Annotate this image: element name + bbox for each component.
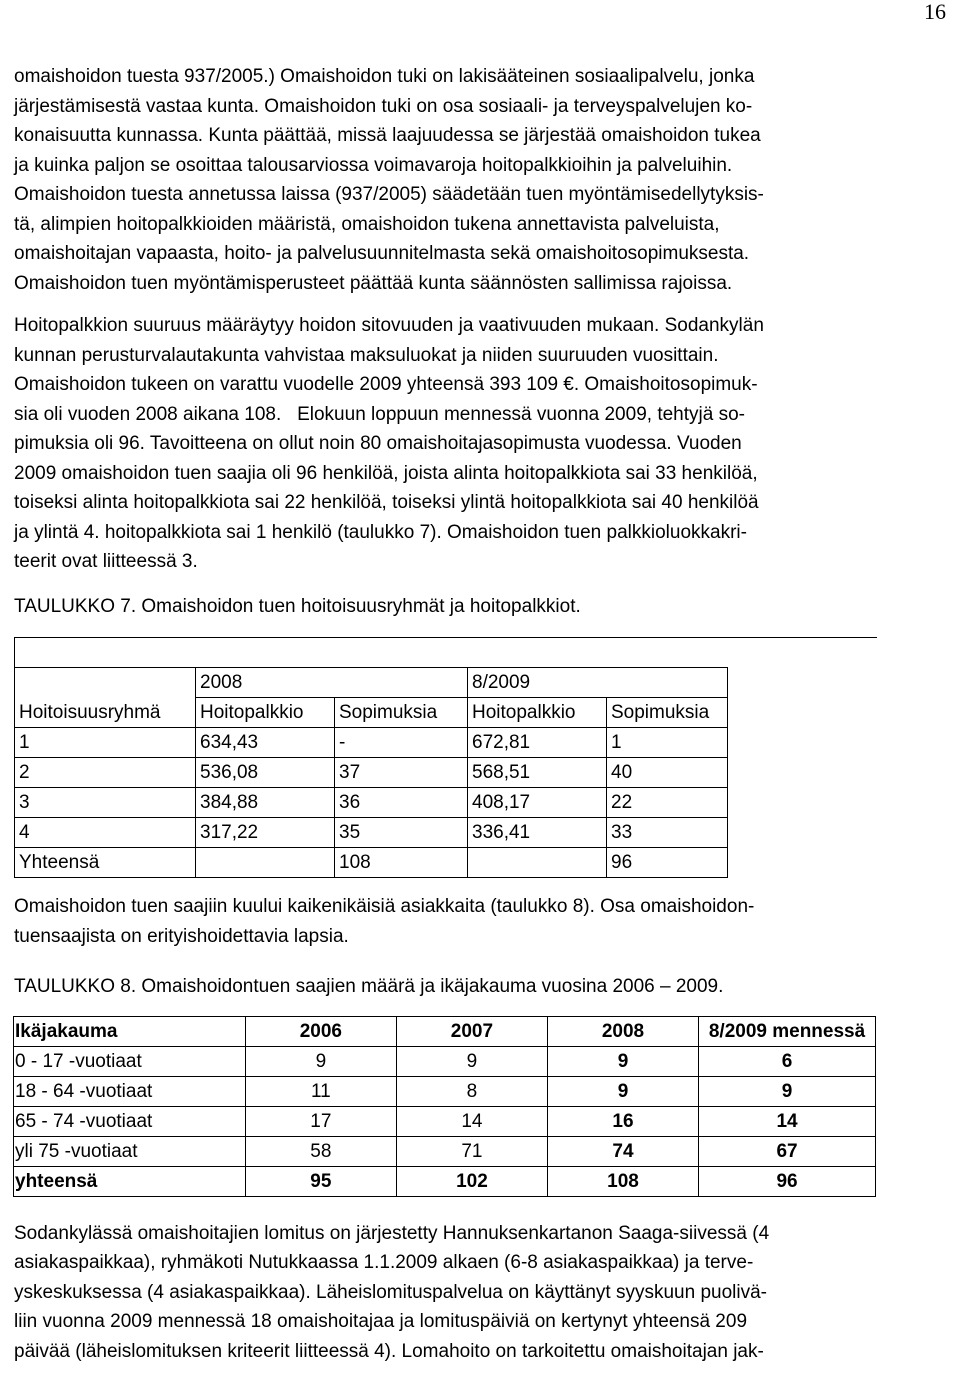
text-line: tuensaajista on erityishoidettavia lapsia. (14, 925, 349, 947)
table-cell: 4 (15, 818, 196, 848)
table-cell: 1 (607, 728, 728, 758)
table7-year-2008: 2008 (196, 668, 335, 698)
text-line: liin vuonna 2009 mennessä 18 omaishoitajaa ja lomituspäiviä on kertynyt yhteensä 209 (14, 1311, 748, 1332)
paragraph-lomitus (14, 1219, 876, 1367)
table-cell: 536,08 (196, 758, 335, 788)
table-header-cell: Ikäjakauma (14, 1016, 246, 1046)
table-header-cell: Hoitoisuusryhmä (15, 698, 196, 728)
table8-caption: TAULUKKO 8. Omaishoidontuen saajien määrä ja ikäjakauma vuosina 2006 – 2009. (14, 976, 724, 997)
table-cell: 11 (245, 1076, 396, 1106)
table-row (15, 728, 728, 758)
text-line: toiseksi alinta hoitopalkkiota sai 22 henkilöä, toiseksi ylintä hoitopalkkiota sai 40 henkilöä (14, 492, 759, 513)
table-row (14, 1136, 876, 1166)
text-line: järjestämisestä vastaa kunta. Omaishoidon tuki on osa sosiaali- ja terveyspalvelujen ko- (14, 95, 753, 117)
text-line: yskeskuksessa (4 asiakaspaikkaa). Läheislomituspalvelua on käyttänyt syyskuun puolivä- (14, 1281, 767, 1303)
table-cell: 317,22 (196, 818, 335, 848)
paragraph-omaishoidon-tuki (14, 62, 876, 298)
table-cell: 9 (547, 1046, 698, 1076)
table-cell: 2 (15, 758, 196, 788)
text-line: Omaishoidon tukeen on varattu vuodelle 2009 yhteensä 393 109 €. Omaishoitosopimuk- (14, 374, 758, 395)
table-header-cell: Hoitopalkkio (468, 698, 607, 728)
table-cell: 9 (396, 1046, 547, 1076)
table-cell: 65 - 74 -vuotiaat (14, 1106, 246, 1136)
table-header-cell: 8/2009 mennessä (699, 1016, 876, 1046)
table-cell: 67 (699, 1136, 876, 1166)
table-header-cell: Hoitopalkkio (196, 698, 335, 728)
table-cell: 336,41 (468, 818, 607, 848)
table-cell: 35 (335, 818, 468, 848)
table-cell: 95 (245, 1166, 396, 1196)
text-line: Sodankylässä omaishoitajien lomitus on järjestetty Hannuksenkartanon Saaga-siivessä (4 (14, 1222, 770, 1244)
text-line: Hoitopalkkion suuruus määräytyy hoidon sitovuuden ja vaativuuden mukaan. Sodankylän (14, 315, 764, 336)
text-line: teerit ovat liitteessä 3. (14, 551, 198, 572)
table-cell: 9 (245, 1046, 396, 1076)
text-line: Omaishoidon tuen saajiin kuului kaikenikäisiä asiakkaita (taulukko 8). Osa omaishoidon- (14, 896, 755, 917)
table-cell (468, 848, 607, 878)
table-cell: 568,51 (468, 758, 607, 788)
table-cell: 3 (15, 788, 196, 818)
table7-total-row (15, 848, 728, 878)
table-cell: yli 75 -vuotiaat (14, 1136, 246, 1166)
table-cell: 108 (335, 848, 468, 878)
table7-year-row (15, 668, 728, 698)
table-cell: 36 (335, 788, 468, 818)
table-cell: 58 (245, 1136, 396, 1166)
text-line: omaishoidon tuesta 937/2005.) Omaishoidon tuki on lakisääteinen sosiaalipalvelu, jonka (14, 66, 755, 87)
table-row (14, 1046, 876, 1076)
text-line: Omaishoidon tuesta annetussa laissa (937/2005) säädetään tuen myöntämisedellytyksis- (14, 184, 764, 205)
table-cell: 74 (547, 1136, 698, 1166)
table7-header-row (15, 698, 728, 728)
table-cell: - (335, 728, 468, 758)
text-line: kunnan perusturvalautakunta vahvistaa maksuluokat ja niiden suuruuden vuosittain. (14, 344, 719, 366)
table-row (15, 818, 728, 848)
table-cell: 8 (396, 1076, 547, 1106)
table-cell (15, 668, 196, 698)
text-line: konaisuutta kunnassa. Kunta päättää, missä laajuudessa se järjestää omaishoidon tukea (14, 125, 761, 146)
table8 (13, 1016, 876, 1197)
text-line: sia oli vuoden 2008 aikana 108. Elokuun loppuun mennessä vuonna 2009, tehtyjä so- (14, 403, 745, 425)
table-cell: 9 (699, 1076, 876, 1106)
table-header-cell: 2006 (245, 1016, 396, 1046)
text-line: 2009 omaishoidon tuen saajia oli 96 henkilöä, joista alinta hoitopalkkiota sai 33 henkilöä, (14, 462, 758, 484)
table7-grid (14, 667, 728, 878)
table-cell: 18 - 64 -vuotiaat (14, 1076, 246, 1106)
table-header-cell: 2007 (396, 1016, 547, 1046)
table-header-cell: 2008 (547, 1016, 698, 1046)
table-cell: 40 (607, 758, 728, 788)
table-cell (196, 848, 335, 878)
text-line: tä, alimpien hoitopalkkioiden määristä, omaishoidon tukena annettavista palveluista, (14, 213, 720, 235)
table7 (14, 637, 877, 873)
table-cell: Yhteensä (15, 848, 196, 878)
table7-year-2009: 8/2009 (468, 668, 607, 698)
table-cell: 14 (699, 1106, 876, 1136)
table-cell: 14 (396, 1106, 547, 1136)
table-cell: 37 (335, 758, 468, 788)
table-cell: 17 (245, 1106, 396, 1136)
table-cell: 96 (699, 1166, 876, 1196)
table-cell: 96 (607, 848, 728, 878)
table-cell: 1 (15, 728, 196, 758)
table-cell (607, 668, 728, 698)
table-cell: 102 (396, 1166, 547, 1196)
table-cell: 9 (547, 1076, 698, 1106)
paragraph-saajat (14, 892, 876, 951)
table-cell (335, 668, 468, 698)
table-cell: 33 (607, 818, 728, 848)
table8-header-row (14, 1016, 876, 1046)
text-line: ja ylintä 4. hoitopalkkiota sai 1 henkilö (taulukko 7). Omaishoidon tuen palkkioluokkakri- (14, 521, 747, 543)
document-body (14, 62, 876, 1366)
table-cell: 672,81 (468, 728, 607, 758)
text-line: Omaishoidon tuen myöntämisperusteet päättää kunta säännösten sallimissa rajoissa. (14, 272, 733, 294)
table-cell: 634,43 (196, 728, 335, 758)
table-row (15, 788, 728, 818)
table-cell: 408,17 (468, 788, 607, 818)
text-line: päivää (läheislomituksen kriteerit liitteessä 4). Lomahoito on tarkoitettu omaishoitajan jak- (14, 1340, 764, 1362)
table-cell: 22 (607, 788, 728, 818)
text-line: omaishoitajan vapaasta, hoito- ja palvelusuunnitelmasta sekä omaishoitosopimuksesta. (14, 243, 750, 264)
table-cell: 384,88 (196, 788, 335, 818)
table-row (15, 758, 728, 788)
page-number: 16 (924, 0, 946, 24)
table-row (14, 1076, 876, 1106)
text-line: pimuksia oli 96. Tavoitteena on ollut noin 80 omaishoitajasopimusta vuodessa. Vuoden (14, 433, 742, 454)
table7-caption: TAULUKKO 7. Omaishoidon tuen hoitoisuusryhmät ja hoitopalkkiot. (14, 595, 581, 617)
table-header-cell: Sopimuksia (607, 698, 728, 728)
table-cell: 71 (396, 1136, 547, 1166)
paragraph-hoitopalkkio (14, 311, 876, 577)
table-header-cell: Sopimuksia (335, 698, 468, 728)
table-row (14, 1106, 876, 1136)
table-cell: 6 (699, 1046, 876, 1076)
text-line: ja kuinka paljon se osoittaa talousarviossa voimavaroja hoitopalkkioihin ja palveluihin. (14, 154, 733, 176)
table8-total-row (14, 1166, 876, 1196)
table-cell: 108 (547, 1166, 698, 1196)
table-cell: yhteensä (14, 1166, 246, 1196)
table-cell: 0 - 17 -vuotiaat (14, 1046, 246, 1076)
table-cell: 16 (547, 1106, 698, 1136)
text-line: asiakaspaikkaa), ryhmäkoti Nutukkaassa 1.1.2009 alkaen (6-8 asiakaspaikkaa) ja terve- (14, 1252, 754, 1273)
